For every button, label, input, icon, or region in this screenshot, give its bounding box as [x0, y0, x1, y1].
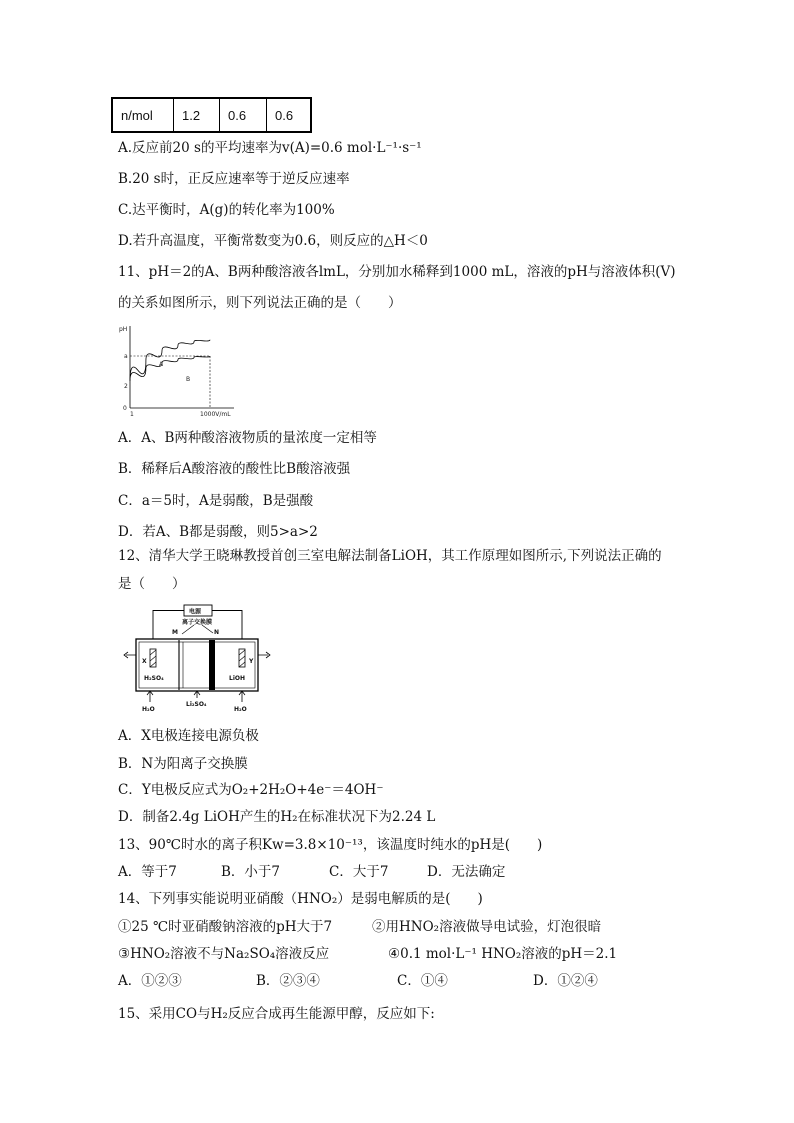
- q12-option-d: D．制备2.4g LiOH产生的H₂在标准状况下为2.24 L: [118, 809, 436, 825]
- q12-option-a: A．X电极连接电源负极: [118, 728, 259, 744]
- right-solution-label: LiOH: [229, 675, 246, 682]
- inlet-arrow-mid: [194, 691, 200, 698]
- pointer-m: [182, 625, 194, 634]
- q12-option-c: C．Y电极反应式为O₂+2H₂O+4e⁻＝4OH⁻: [118, 782, 384, 798]
- curve-label-b: B: [186, 376, 191, 383]
- q10-option-a: A.反应前20 s的平均速率为v(A)=0.6 mol·L⁻¹·s⁻¹: [118, 140, 422, 156]
- membrane-label: 离子交换膜: [182, 619, 213, 626]
- water-inlet-left-label: H₂O: [142, 706, 155, 713]
- q14-option-b: B．②③④: [256, 973, 320, 989]
- q14-fact-1: ①25 ℃时亚硝酸钠溶液的pH大于7: [118, 919, 333, 935]
- q13-stem: 13、90℃时水的离子积Kw=3.8×10⁻¹³，该温度时纯水的pH是( ): [118, 837, 543, 853]
- q13-option-a: A．等于7: [118, 864, 177, 880]
- tick-label-x1: 1: [130, 411, 134, 418]
- q14-stem: 14、下列事实能说明亚硝酸（HNO₂）是弱电解质的是( ): [118, 891, 483, 907]
- q14-fact-3: ③HNO₂溶液不与Na₂SO₄溶液反应: [118, 946, 330, 962]
- table-header-cell: n/mol: [112, 98, 174, 132]
- q11-option-b: B．稀释后A酸溶液的酸性比B酸溶液强: [118, 461, 351, 477]
- q12-stem-line1: 12、清华大学王晓琳教授首创三室电解法制备LiOH，其工作原理如图所示,下列说法正确的: [118, 548, 662, 564]
- q13-option-b: B．小于7: [221, 864, 281, 880]
- table-cell: 0.6: [220, 98, 267, 132]
- q13-option-c: C．大于7: [329, 864, 389, 880]
- q11-option-d: D．若A、B都是弱酸，则5>a>2: [118, 524, 318, 540]
- q14-option-c: C．①④: [397, 973, 448, 989]
- membrane-n-label: N: [214, 629, 220, 636]
- curve-a: [130, 340, 210, 381]
- x-axis-label: 1000V/mL: [200, 411, 231, 418]
- outlet-arrow-left: [124, 652, 136, 658]
- q10-option-d: D.若升高温度，平衡常数变为0.6，则反应的△H＜0: [118, 233, 428, 249]
- q15-stem: 15、采用CO与H₂反应合成再生能源甲醇，反应如下:: [118, 1006, 435, 1022]
- q10-option-b: B.20 s时，正反应速率等于逆反应速率: [118, 171, 350, 187]
- inlet-arrow-right: [239, 691, 245, 702]
- table-cell: 0.6: [267, 98, 312, 132]
- q13-option-d: D．无法确定: [427, 864, 506, 880]
- q12-option-b: B．N为阳离子交换膜: [118, 756, 248, 772]
- q14-option-a: A．①②③: [118, 973, 182, 989]
- ph-dilution-chart: [114, 322, 244, 418]
- table-row: [112, 98, 311, 132]
- inlet-arrow-left: [147, 691, 153, 702]
- q11-stem-line1: 11、pH＝2的A、B两种酸溶液各lmL，分别加水稀释到1000 mL，溶液的pH与溶液体积(V): [118, 264, 676, 280]
- q14-option-d: D．①②④: [533, 973, 598, 989]
- q14-fact-2: ②用HNO₂溶液做导电试验，灯泡很暗: [372, 919, 602, 935]
- electrode-y-label: Y: [249, 658, 254, 665]
- tick-label-2: 2: [124, 383, 128, 390]
- tick-label-0: 0: [123, 405, 127, 412]
- membrane-n: [209, 640, 215, 690]
- table-cell: 1.2: [174, 98, 220, 132]
- q11-option-c: C．a＝5时，A是弱酸，B是强酸: [118, 493, 314, 509]
- q10-option-c: C.达平衡时，A(g)的转化率为100%: [118, 202, 335, 218]
- q14-fact-4: ④0.1 mol·L⁻¹ HNO₂溶液的pH＝2.1: [388, 946, 618, 962]
- water-inlet-right-label: H₂O: [234, 706, 247, 713]
- power-source-label: 电源: [189, 608, 202, 616]
- q11-stem-line2: 的关系如图所示，则下列说法正确的是（ ）: [118, 295, 402, 311]
- electrolysis-cell-diagram: [122, 603, 272, 715]
- curve-label-a: A: [159, 361, 164, 368]
- left-solution-label: H₂SO₄: [144, 675, 164, 682]
- membrane-m-label: M: [172, 629, 178, 636]
- pointer-n: [202, 625, 213, 633]
- q11-option-a: A．A、B两种酸溶液物质的量浓度一定相等: [118, 430, 377, 446]
- electrode-x-label: X: [142, 658, 147, 665]
- y-axis-label: pH: [119, 326, 128, 333]
- mid-solution-label: Li₂SO₄: [186, 701, 207, 708]
- tick-label-a: a: [124, 353, 128, 360]
- amount-table: [111, 97, 312, 133]
- q12-stem-line2: 是（ ）: [118, 576, 186, 592]
- curve-b: [130, 356, 210, 381]
- outlet-arrow-right: [258, 652, 270, 658]
